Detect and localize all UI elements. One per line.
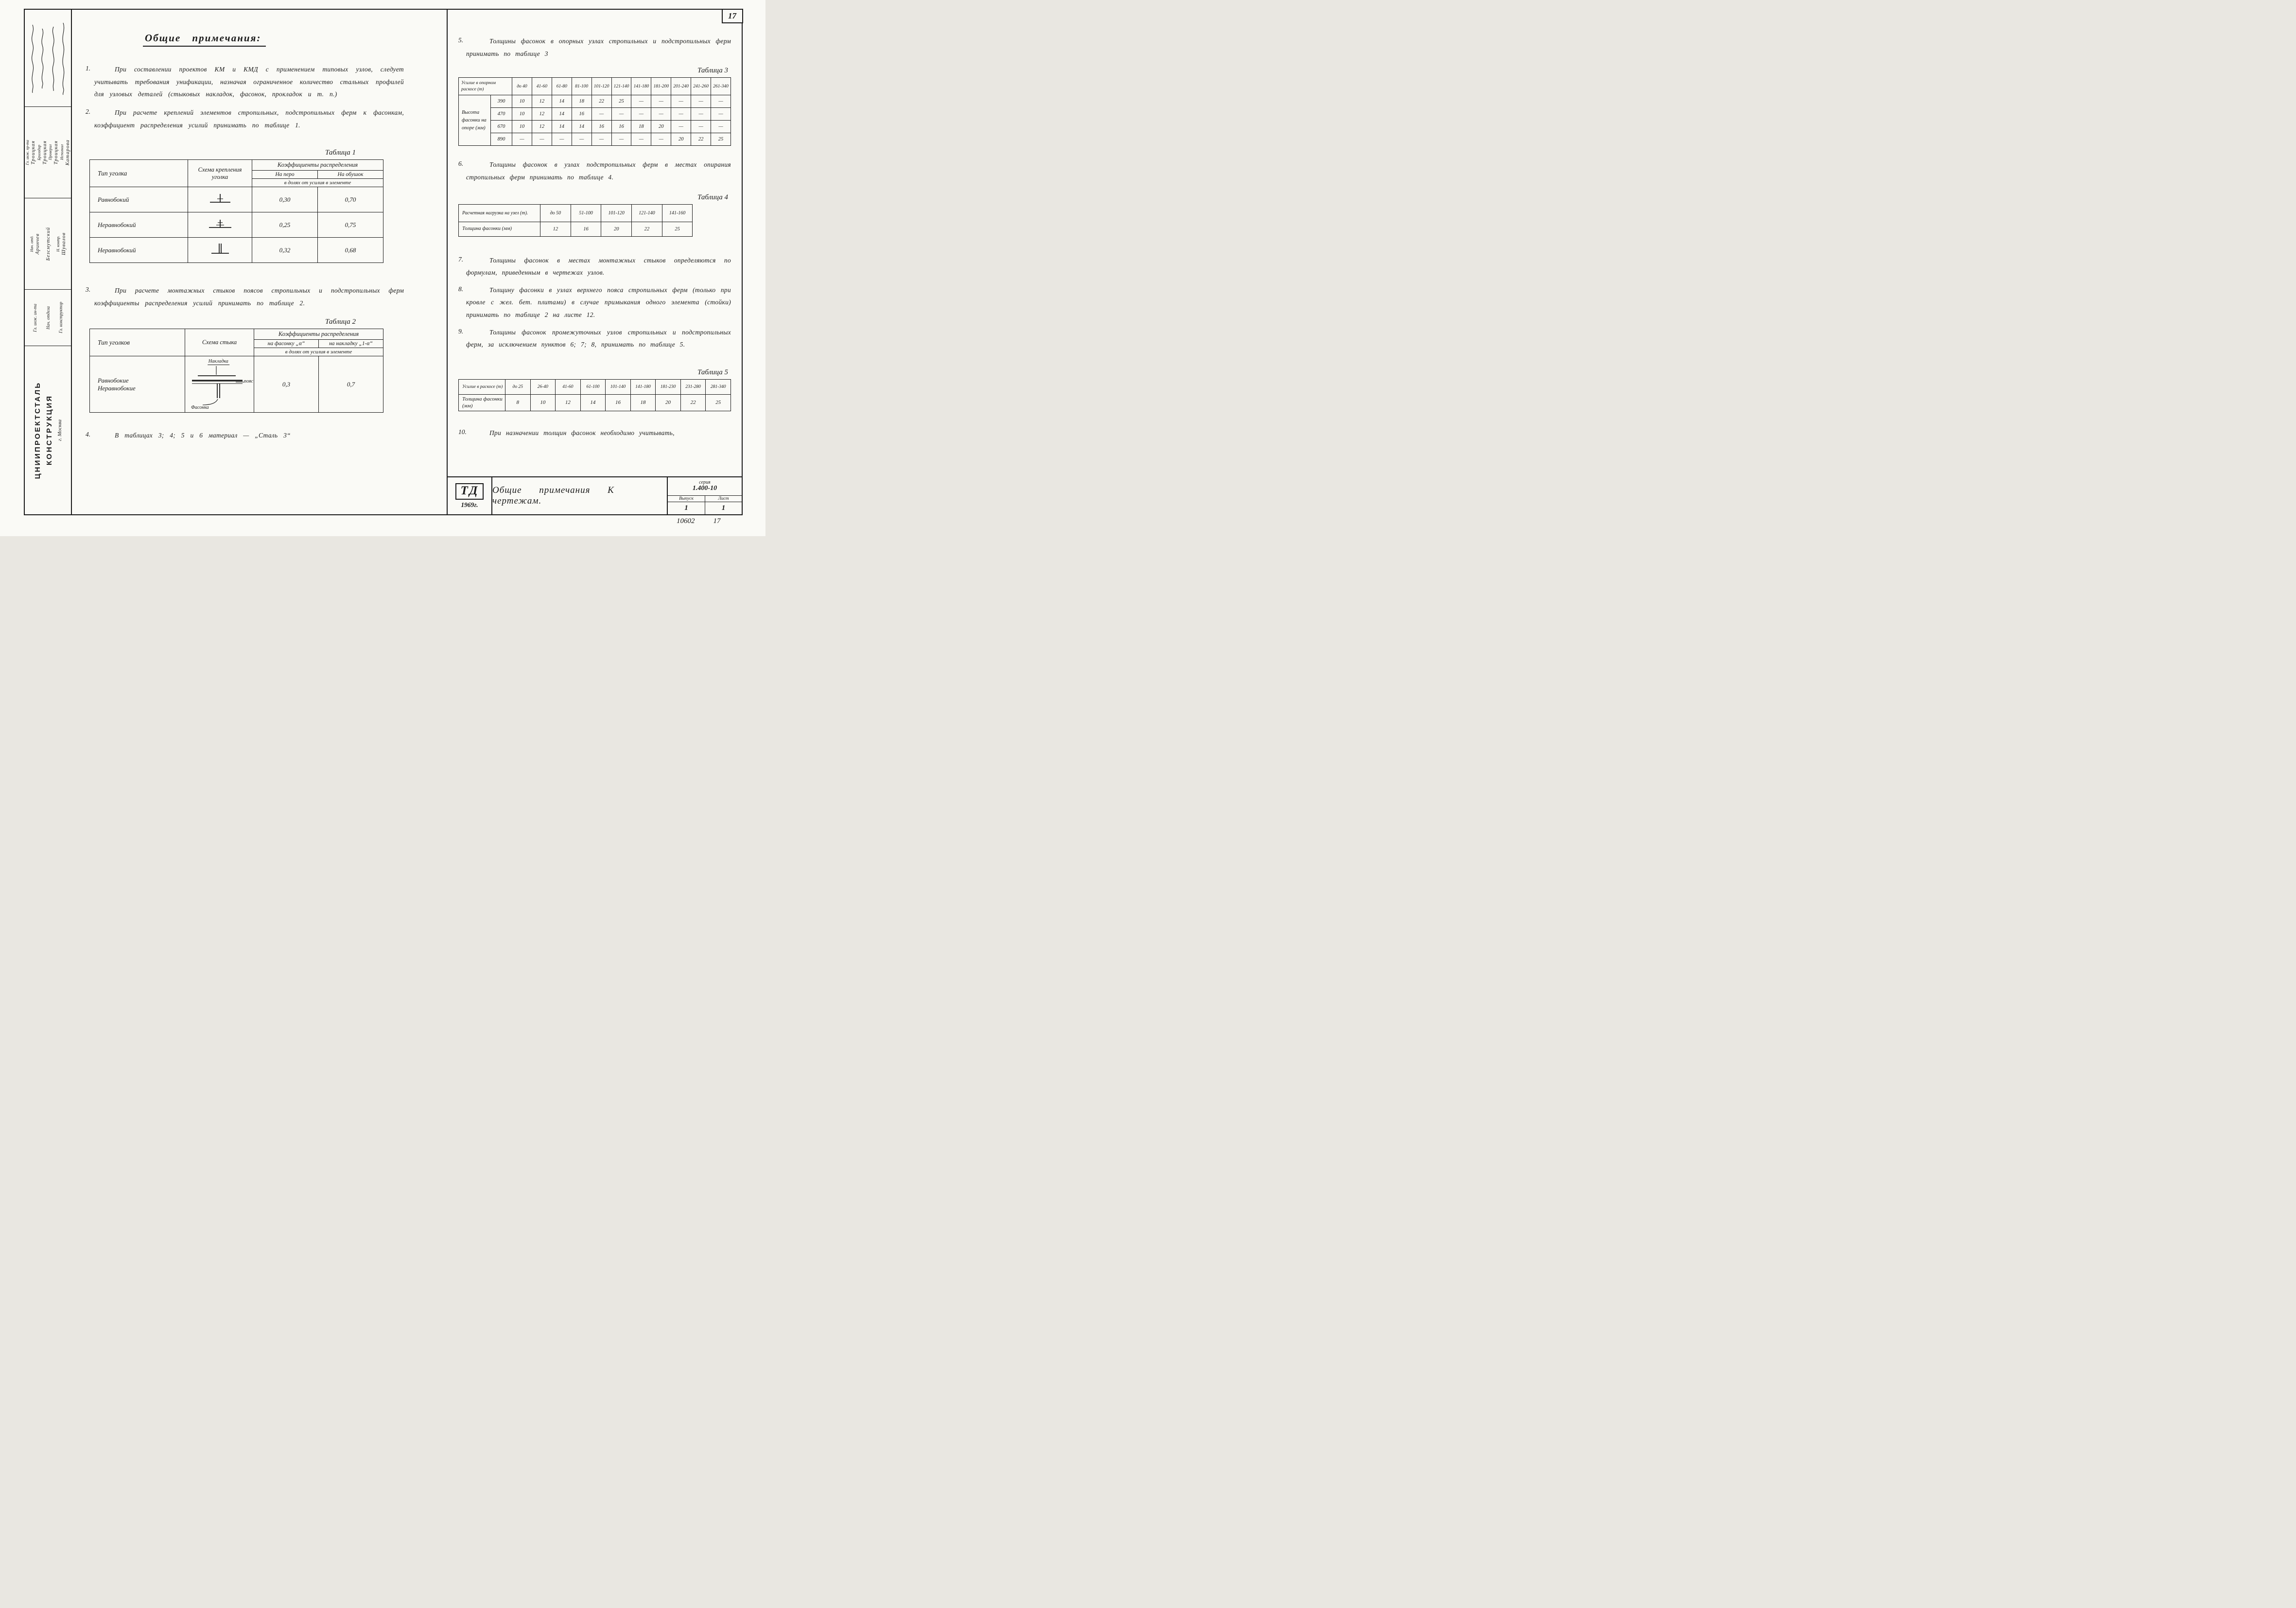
right-column	[447, 10, 742, 514]
note-text: При назначении толщин фасонок необходимо учитывать,	[489, 429, 675, 437]
table-cell: —	[611, 133, 631, 146]
signature-scribble	[29, 22, 35, 95]
organization-city: г. Москва	[56, 419, 63, 441]
signature-name: Аринчев	[35, 233, 40, 255]
stamp-year: 1969г.	[461, 501, 478, 508]
signature-role: Н. контр.	[55, 236, 60, 252]
table-cell: 22	[632, 222, 662, 236]
note-number: 9.	[458, 327, 464, 335]
table-cell: Неравнобокий	[90, 238, 188, 263]
organization-block	[25, 346, 71, 514]
table-cell: 18	[631, 121, 651, 133]
table-cell: —	[512, 133, 532, 146]
table-header: на накладку „1-α“	[319, 340, 383, 348]
signature-name: Троицкая	[31, 140, 36, 165]
table-cell: 81-100	[572, 78, 591, 95]
table-2-caption: Таблица 2	[325, 318, 356, 326]
note-3	[86, 284, 404, 309]
note-number: 4.	[86, 431, 91, 438]
table-4	[458, 204, 693, 237]
note-6	[458, 158, 731, 183]
table-cell: 16	[611, 121, 631, 133]
table-row	[459, 121, 731, 133]
table-cell: —	[711, 95, 731, 108]
table-cell: до 50	[540, 204, 571, 222]
table-cell: 0,68	[318, 238, 383, 263]
table-cell: 25	[662, 222, 693, 236]
table-cell: —	[651, 95, 671, 108]
table-corner-label: Усилие в опорном раскосе (т)	[459, 78, 512, 95]
table-cell: 18	[630, 395, 656, 411]
table-cell: 14	[552, 95, 572, 108]
table-cell: 0,7	[319, 356, 383, 413]
table-cell: 101-120	[591, 78, 611, 95]
table-row	[459, 95, 731, 108]
note-7	[458, 254, 731, 279]
table-cell: —	[671, 95, 691, 108]
table-cell: 14	[572, 121, 591, 133]
stamp-td: ТД	[455, 483, 484, 500]
table-2	[89, 329, 383, 413]
scheme-label-fasonka: Фасонка	[191, 404, 209, 410]
angle-attachment-scheme-diagram	[188, 238, 252, 263]
table-cell: 261-340	[711, 78, 731, 95]
table-cell: 0,25	[252, 212, 318, 238]
table-header: Тип уголка	[90, 160, 188, 187]
series-cell	[668, 477, 742, 514]
scheme-label-poyas: пояс	[244, 378, 253, 384]
table-cell: —	[591, 108, 611, 121]
signature-group-1	[25, 107, 71, 198]
table-row	[459, 222, 693, 236]
table-cell: 12	[540, 222, 571, 236]
table-row-label: Толщина фасонки (мм)	[459, 222, 540, 236]
issue-label: Выпуск	[668, 496, 705, 502]
series-number: 1.400-10	[692, 485, 717, 492]
sheet-label: Лист	[705, 496, 742, 502]
table-header: На обушок	[318, 171, 383, 179]
table-cell: 281-340	[706, 380, 731, 395]
sheet-number-value: 1	[721, 504, 726, 512]
table-cell: 12	[532, 95, 552, 108]
table-cell: 51-100	[571, 204, 601, 222]
note-number: 7.	[458, 255, 464, 263]
signature-name: Троицкая	[53, 140, 59, 165]
issue-number: 1	[684, 504, 688, 512]
angle-attachment-scheme-diagram	[188, 212, 252, 238]
table-cell: —	[651, 108, 671, 121]
table-cell: 10	[512, 108, 532, 121]
note-text: При составлении проектов КМ и КМД с применением типовых узлов, следует учитывать требования унификации, назначая ограниченное количество стальных профилей для узловых деталей (стыковых накладок, фасонок, прокладок и т. п.)	[94, 66, 404, 98]
table-header: Схема стыка	[185, 329, 254, 356]
table-cell: 890	[491, 133, 512, 146]
note-9	[458, 326, 731, 351]
table-1-caption: Таблица 1	[325, 149, 356, 157]
table-cell: —	[671, 121, 691, 133]
signature-entry	[48, 107, 59, 198]
signature-role: Гл. конструктор	[58, 302, 63, 333]
table-cell: 141-180	[630, 380, 656, 395]
table-cell: —	[691, 108, 711, 121]
signature-entry	[45, 198, 51, 289]
note-text: Толщины фасонок в узлах подстропильных ферм в местах опирания стропильных ферм принимать по таблице 4.	[466, 161, 731, 181]
table-cell: 14	[580, 395, 606, 411]
angle-attachment-scheme-diagram	[188, 187, 252, 212]
table-1	[89, 159, 383, 263]
note-text: В таблицах 3; 4; 5 и 6 материал — „Сталь 3“	[115, 432, 291, 439]
note-number: 6.	[458, 160, 464, 168]
signature-entry	[30, 198, 40, 289]
stamp-cell	[448, 477, 492, 514]
table-cell: до 25	[505, 380, 531, 395]
note-number: 10.	[458, 428, 467, 436]
note-10	[458, 427, 731, 439]
table-cell: 10	[530, 395, 556, 411]
table-cell-line: Неравнобокие	[98, 384, 136, 392]
note-text: Толщины фасонок в опорных узлах стропильных и подстропильных ферм принимать по таблице 3	[466, 37, 731, 57]
table-cell: 121-140	[632, 204, 662, 222]
table-cell: 10	[512, 95, 532, 108]
table-cell: 20	[656, 395, 681, 411]
table-row-label: Расчетная нагрузка на узел (т).	[459, 204, 540, 222]
footer-sheet-number: 17	[713, 517, 721, 525]
table-cell: 16	[571, 222, 601, 236]
table-cell: —	[631, 133, 651, 146]
signature-scribble	[50, 24, 56, 92]
table-cell: 41-60	[556, 380, 581, 395]
table-5	[458, 379, 731, 411]
table-cell: 25	[611, 95, 631, 108]
table-row-label: Усилие в раскосе (т)	[459, 380, 505, 395]
table-header-row	[459, 204, 693, 222]
table-cell	[90, 356, 185, 413]
table-header: Тип уголков	[90, 329, 185, 356]
drawing-frame	[24, 9, 743, 515]
table-cell: 121-140	[611, 78, 631, 95]
note-number: 5.	[458, 36, 464, 44]
table-cell: 141-180	[631, 78, 651, 95]
table-header: Коэффициенты распределения	[254, 329, 383, 340]
table-cell: 14	[552, 108, 572, 121]
signature-group-2	[25, 198, 71, 290]
table-cell: 20	[671, 133, 691, 146]
table-row	[459, 108, 731, 121]
table-row	[459, 395, 731, 411]
table-cell: 8	[505, 395, 531, 411]
table-cell: —	[552, 133, 572, 146]
signature-role: Нач. отдела	[45, 306, 51, 330]
note-text: При расчете монтажных стыков поясов стропильных и подстропильных ферм коэффициенты распределения усилий принимать по таблице 2.	[94, 287, 404, 307]
table-cell: Неравнобокий	[90, 212, 188, 238]
table-cell: 470	[491, 108, 512, 121]
table-cell: 61-100	[580, 380, 606, 395]
issue-cell	[668, 496, 705, 514]
table-cell: 390	[491, 95, 512, 108]
table-3-caption: Таблица 3	[697, 67, 728, 75]
table-cell: 141-160	[662, 204, 693, 222]
table-cell: —	[711, 121, 731, 133]
title-block	[448, 476, 742, 514]
table-cell: 0,32	[252, 238, 318, 263]
sheet-cell	[705, 496, 742, 514]
table-3	[458, 77, 731, 146]
note-8	[458, 284, 731, 321]
signatures-section	[25, 10, 71, 107]
table-cell: —	[711, 108, 731, 121]
note-4	[86, 429, 404, 442]
table-header: Схема крепления уголка	[188, 160, 252, 187]
table-cell: 241-260	[691, 78, 711, 95]
document-page	[0, 0, 765, 536]
splice-scheme-diagram	[185, 356, 254, 413]
table-cell: 0,75	[318, 212, 383, 238]
table-row-label: Высота фасонки на опоре (мм)	[459, 95, 491, 146]
table-cell: 41-60	[532, 78, 552, 95]
sheet-number: 17	[728, 11, 736, 20]
signature-entry	[60, 107, 70, 198]
series-value	[668, 477, 742, 496]
table-cell: 22	[591, 95, 611, 108]
table-cell: 101-140	[606, 380, 631, 395]
table-cell: 670	[491, 121, 512, 133]
signature-role: Гл. инж. пр-та	[25, 140, 30, 165]
note-number: 3.	[86, 286, 91, 294]
note-number: 2.	[86, 107, 91, 115]
table-cell: 22	[691, 133, 711, 146]
table-cell: 101-120	[601, 204, 632, 222]
table-cell: 16	[591, 121, 611, 133]
table-cell: 25	[706, 395, 731, 411]
table-cell: 18	[572, 95, 591, 108]
table-cell: 12	[532, 121, 552, 133]
footer-code	[677, 517, 721, 525]
signature-name: Безсмутский	[46, 227, 51, 261]
note-1	[86, 63, 404, 101]
signature-scribble	[39, 27, 46, 90]
note-number: 8.	[458, 285, 464, 293]
signature-entry	[25, 107, 36, 198]
table-cell: Равнобокий	[90, 187, 188, 212]
drawing-title: Общие примечания К чертежам.	[492, 477, 668, 514]
organization-name: КОНСТРУКЦИЯ	[45, 395, 53, 466]
page-title: Общие примечания:	[143, 32, 266, 47]
table-cell: 26-40	[530, 380, 556, 395]
table-cell: 61-80	[552, 78, 572, 95]
signature-role: Бригадир	[36, 144, 41, 160]
table-cell: 12	[532, 108, 552, 121]
signature-name: Катарова	[65, 139, 70, 166]
table-cell: 20	[651, 121, 671, 133]
table-header: на фасонку „α“	[254, 340, 319, 348]
note-5	[458, 35, 731, 60]
note-2	[86, 106, 404, 131]
table-cell: —	[651, 133, 671, 146]
note-text: При расчете креплений элементов стропильных, подстропильных ферм к фасонкам, коэффициент распределения усилий принимать по таблице 1.	[94, 108, 404, 129]
signature-scribble	[60, 20, 67, 96]
table-cell: 0,30	[252, 187, 318, 212]
note-text: Толщины фасонок промежуточных узлов стропильных и подстропильных ферм, за исключением пунктов 6; 7; 8, принимать по таблице 5.	[466, 328, 731, 349]
table-cell: —	[631, 108, 651, 121]
table-cell: до 40	[512, 78, 532, 95]
title-block-sidebar	[25, 10, 72, 514]
table-cell: 231-280	[680, 380, 706, 395]
table-cell: 20	[601, 222, 632, 236]
signature-role: Проверил	[48, 144, 53, 160]
table-cell: 22	[680, 395, 706, 411]
scheme-label-nakladka: Накладка	[208, 358, 228, 364]
table-cell: —	[691, 121, 711, 133]
table-cell: 14	[552, 121, 572, 133]
table-cell: —	[671, 108, 691, 121]
table-cell: 181-200	[651, 78, 671, 95]
table-cell: —	[591, 133, 611, 146]
table-row-label: Толщина фасонки (мм)	[459, 395, 505, 411]
table-4-caption: Таблица 4	[697, 193, 728, 201]
note-text: Толщины фасонок в местах монтажных стыков определяются по формулам, приведенным в чертежах узлов.	[466, 256, 731, 277]
table-cell: 16	[606, 395, 631, 411]
signature-role: Исполнил	[59, 144, 64, 160]
signature-group-3	[25, 290, 71, 346]
table-cell: 0,70	[318, 187, 383, 212]
table-header: На перо	[252, 171, 318, 179]
sheet-number-box	[722, 9, 743, 23]
signature-role: Гл. инж. ин-та	[33, 303, 38, 332]
table-cell: —	[631, 95, 651, 108]
table-cell: 25	[711, 133, 731, 146]
note-text: Толщину фасонки в узлах верхнего пояса стропильных ферм (только при кровле с жел. бет. плитами) в случае примыкания одного элемента (стойки) принимать по таблице 2 на листе 12.	[466, 286, 731, 319]
table-5-caption: Таблица 5	[697, 368, 728, 377]
table-header-row	[459, 78, 731, 95]
table-cell: 16	[572, 108, 591, 121]
table-header: Коэффициенты распределения	[252, 160, 383, 171]
series-label: серия	[699, 479, 711, 485]
table-cell: 181-230	[656, 380, 681, 395]
signature-entry	[37, 107, 48, 198]
left-column	[72, 10, 447, 514]
table-header-row	[459, 380, 731, 395]
table-cell-line: Равнобокие	[98, 376, 129, 384]
table-header: в долях от усилия в элементе	[252, 179, 383, 187]
table-header: в долях от усилия в элементе	[254, 348, 383, 356]
table-row	[459, 133, 731, 146]
signature-role: Нач. отд.	[29, 235, 34, 252]
table-cell: 12	[556, 395, 581, 411]
table-cell: —	[611, 108, 631, 121]
signature-entry	[56, 198, 67, 289]
table-cell: 10	[512, 121, 532, 133]
organization-name: ЦНИИПРОЕКТСТАЛЬ	[33, 381, 42, 479]
signature-name: Троицкая	[42, 140, 48, 165]
table-cell: —	[572, 133, 591, 146]
footer-code-number: 10602	[677, 517, 695, 525]
table-cell: —	[532, 133, 552, 146]
note-number: 1.	[86, 65, 91, 72]
table-cell: 201-240	[671, 78, 691, 95]
table-cell: 0,3	[254, 356, 319, 413]
table-cell: —	[691, 95, 711, 108]
signature-name: Шувалов	[61, 232, 67, 255]
